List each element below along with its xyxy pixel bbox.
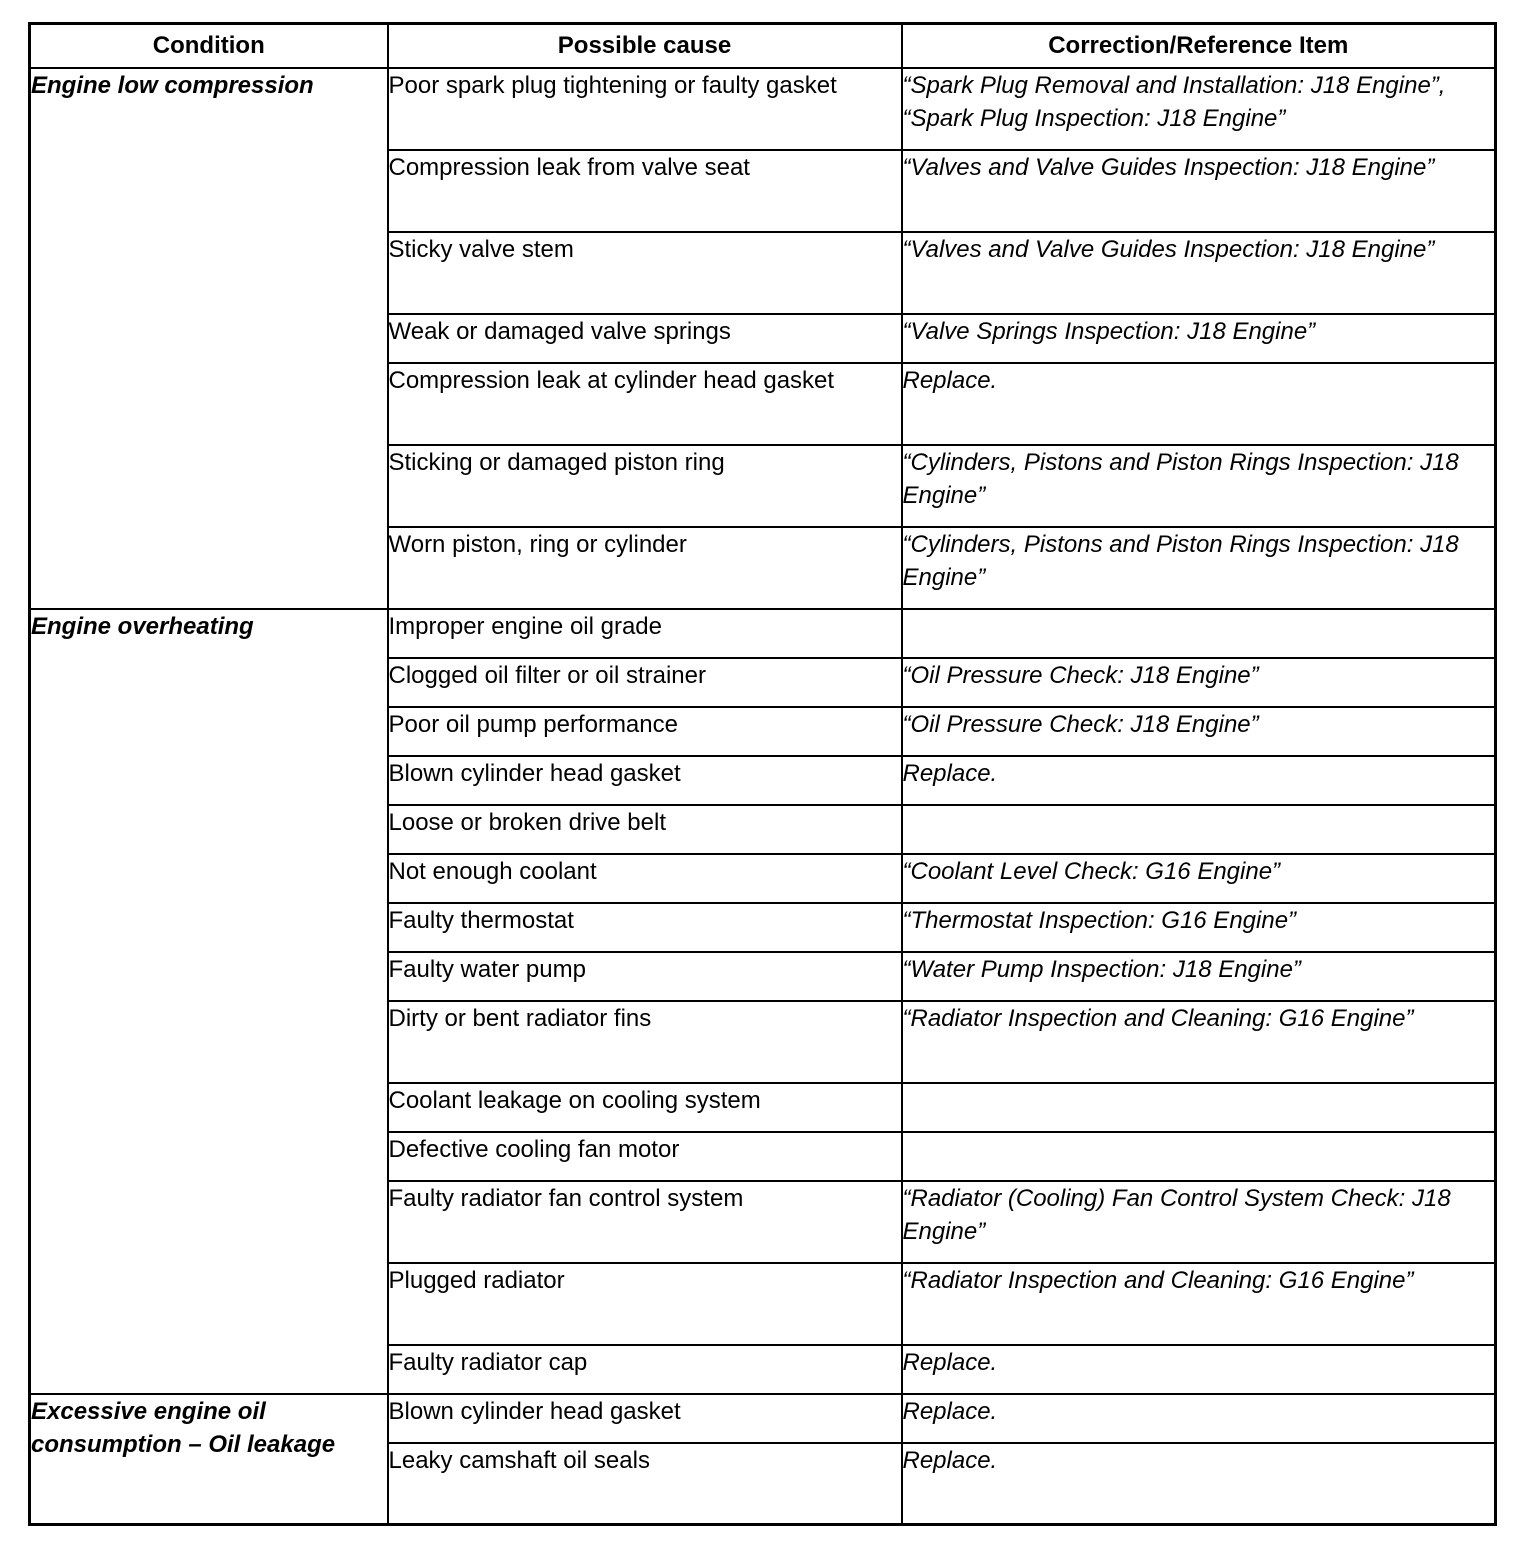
cause-cell: Dirty or bent radiator fins	[388, 1001, 902, 1083]
reference-cell: “Radiator Inspection and Cleaning: G16 Engine”	[902, 1001, 1496, 1083]
reference-cell: “Cylinders, Pistons and Piston Rings Inspection: J18 Engine”	[902, 445, 1496, 527]
reference-cell: “Cylinders, Pistons and Piston Rings Inspection: J18 Engine”	[902, 527, 1496, 609]
reference-cell: Replace.	[902, 363, 1496, 445]
reference-cell: Replace.	[902, 756, 1496, 805]
cause-cell: Blown cylinder head gasket	[388, 756, 902, 805]
cause-cell: Sticky valve stem	[388, 232, 902, 314]
cause-cell: Poor oil pump performance	[388, 707, 902, 756]
reference-cell	[902, 805, 1496, 854]
cause-cell: Worn piston, ring or cylinder	[388, 527, 902, 609]
condition-cell: Excessive engine oil consumption – Oil leakage	[30, 1394, 388, 1525]
reference-cell: “Radiator Inspection and Cleaning: G16 Engine”	[902, 1263, 1496, 1345]
reference-cell: “Spark Plug Removal and Installation: J18 Engine”, “Spark Plug Inspection: J18 Engine”	[902, 68, 1496, 150]
condition-cell: Engine overheating	[30, 609, 388, 1394]
reference-cell	[902, 1132, 1496, 1181]
reference-cell: “Valve Springs Inspection: J18 Engine”	[902, 314, 1496, 363]
reference-cell: “Thermostat Inspection: G16 Engine”	[902, 903, 1496, 952]
header-condition: Condition	[30, 24, 388, 68]
reference-cell: “Oil Pressure Check: J18 Engine”	[902, 707, 1496, 756]
header-row	[30, 24, 1496, 68]
table-row	[30, 1394, 1496, 1443]
cause-cell: Faulty radiator cap	[388, 1345, 902, 1394]
reference-cell: “Valves and Valve Guides Inspection: J18 Engine”	[902, 232, 1496, 314]
reference-cell: Replace.	[902, 1394, 1496, 1443]
cause-cell: Blown cylinder head gasket	[388, 1394, 902, 1443]
condition-cell: Engine low compression	[30, 68, 388, 609]
reference-cell	[902, 1083, 1496, 1132]
cause-cell: Coolant leakage on cooling system	[388, 1083, 902, 1132]
cause-cell: Improper engine oil grade	[388, 609, 902, 658]
table-row	[30, 609, 1496, 658]
reference-cell: Replace.	[902, 1443, 1496, 1525]
reference-cell: Replace.	[902, 1345, 1496, 1394]
reference-cell: “Valves and Valve Guides Inspection: J18 Engine”	[902, 150, 1496, 232]
cause-cell: Weak or damaged valve springs	[388, 314, 902, 363]
cause-cell: Faulty water pump	[388, 952, 902, 1001]
reference-cell: “Water Pump Inspection: J18 Engine”	[902, 952, 1496, 1001]
cause-cell: Sticking or damaged piston ring	[388, 445, 902, 527]
reference-cell: “Radiator (Cooling) Fan Control System Check: J18 Engine”	[902, 1181, 1496, 1263]
cause-cell: Poor spark plug tightening or faulty gasket	[388, 68, 902, 150]
cause-cell: Loose or broken drive belt	[388, 805, 902, 854]
cause-cell: Plugged radiator	[388, 1263, 902, 1345]
table-row	[30, 68, 1496, 150]
cause-cell: Faulty radiator fan control system	[388, 1181, 902, 1263]
cause-cell: Not enough coolant	[388, 854, 902, 903]
cause-cell: Compression leak at cylinder head gasket	[388, 363, 902, 445]
reference-cell: “Coolant Level Check: G16 Engine”	[902, 854, 1496, 903]
cause-cell: Defective cooling fan motor	[388, 1132, 902, 1181]
header-possible-cause: Possible cause	[388, 24, 902, 68]
header-correction-reference: Correction/Reference Item	[902, 24, 1496, 68]
cause-cell: Leaky camshaft oil seals	[388, 1443, 902, 1525]
cause-cell: Faulty thermostat	[388, 903, 902, 952]
cause-cell: Compression leak from valve seat	[388, 150, 902, 232]
cause-cell: Clogged oil filter or oil strainer	[388, 658, 902, 707]
reference-cell	[902, 609, 1496, 658]
reference-cell: “Oil Pressure Check: J18 Engine”	[902, 658, 1496, 707]
troubleshooting-table	[28, 22, 1497, 1526]
